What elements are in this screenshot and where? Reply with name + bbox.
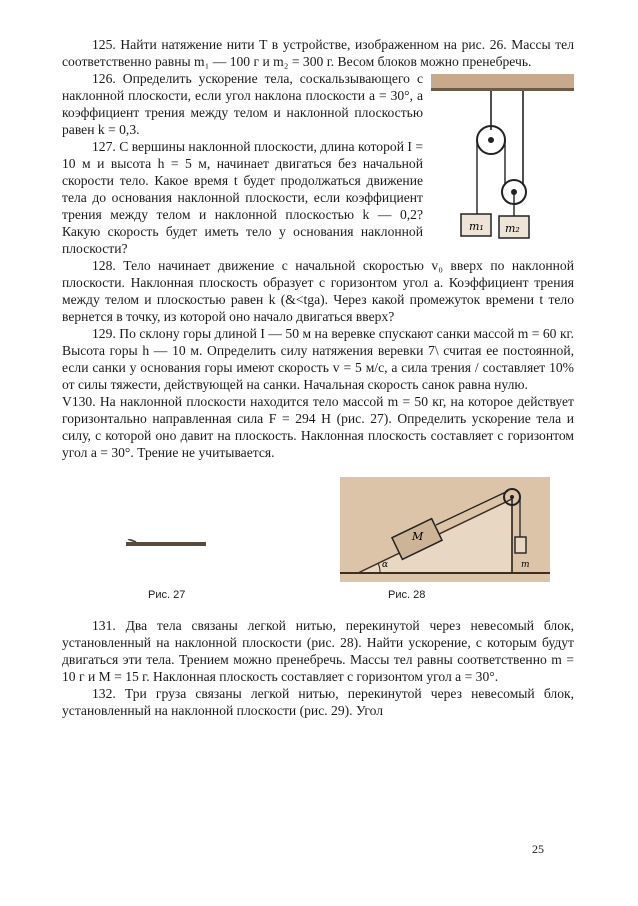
problem-127: 127. С вершины наклонной плоскости, длина которой I = 10 м и высота h = 5 м, начинает двигаться без начальной скорости тело. Какое время t будет продолжаться движение тела до основания наклонной плоскости, если коэффициент трения между телом и наклонной плоскостью k — 0,2? Какую скорость будет иметь тело у основания наклонной плоскости? (62, 139, 423, 256)
caption-figure-28: Рис. 28 (388, 589, 426, 601)
figure-28-incline-with-pulley (340, 477, 550, 582)
figures-row (62, 467, 574, 601)
svg-text:α: α (382, 560, 389, 570)
hanging-mass-m (515, 537, 526, 553)
problem-128: 128. Тело начинает движение с начальной скоростью v₀ вверх по наклонной плоскости. Наклонная плоскость образует с горизонтом угол a. Коэффициент трения между телом и плоскостью равен k (&<tga). Через какой промежуток времени t тело вернется в точку, из которой оно начало двигаться вверх? (62, 258, 574, 324)
problem-131: 131. Два тела связаны легкой нитью, перекинутой через невесомый блок, установленный на наклонной плоскости (рис. 28). Найти ускорение, с которым будут двигаться эти тела. Трением можно пренебречь. Массы тел равны соответственно m = 10 г и M = 15 г. Наклонная плоскость составляет с горизонтом угол a = 30°. (62, 618, 574, 684)
svg-text:m: m (521, 560, 530, 570)
svg-text:m₁: m₁ (469, 220, 484, 233)
figure-27-fragment (126, 539, 206, 549)
problem-125: 125. Найти натяжение нити T в устройстве, изображенном на рис. 26. Массы тел соответственно равны m₁ — 100 г и m₂ = 300 г. Весом блоков можно пренебречь. (62, 37, 574, 69)
page-text (62, 36, 574, 719)
problem-126: 126. Определить ускорение тела, соскальзывающего с наклонной плоскости, если угол наклона плоскости a = 30°, а коэффициент трения между телом и наклонной плоскостью равен k = 0,3. (62, 71, 423, 137)
svg-text:M: M (412, 530, 424, 543)
problem-129: 129. По склону горы длиной I — 50 м на веревке спускают санки массой m = 60 кг. Высота горы h — 10 м. Определить силу натяжения веревки 7\ считая ее постоянной, если санки у основания горы имеют скорость v = 5 м/с, а сила трения / составляет 10% от силы тяжести, действующей на санки. Начальная скорость санок равна нулю. (62, 326, 574, 392)
caption-figure-27: Рис. 27 (148, 589, 186, 601)
problem-130: V130. На наклонной плоскости находится тело массой m = 50 кг, на которое действует горизонтально направленная сила F = 294 Н (рис. 27). Определить ускорение тела и силу, с которой оно давит на плоскость. Наклонная плоскость составляет с горизонтом угол a = 30°. Трение не учитывается. (62, 394, 574, 460)
ceiling (431, 74, 574, 88)
problem-132: 132. Три груза связаны легкой нитью, перекинутой через невесомый блок, установленный на наклонной плоскости (рис. 29). Угол (62, 686, 574, 718)
page-number: 25 (532, 842, 544, 856)
figure-26-pulley-system (431, 74, 574, 244)
svg-text:m₂: m₂ (505, 222, 520, 235)
